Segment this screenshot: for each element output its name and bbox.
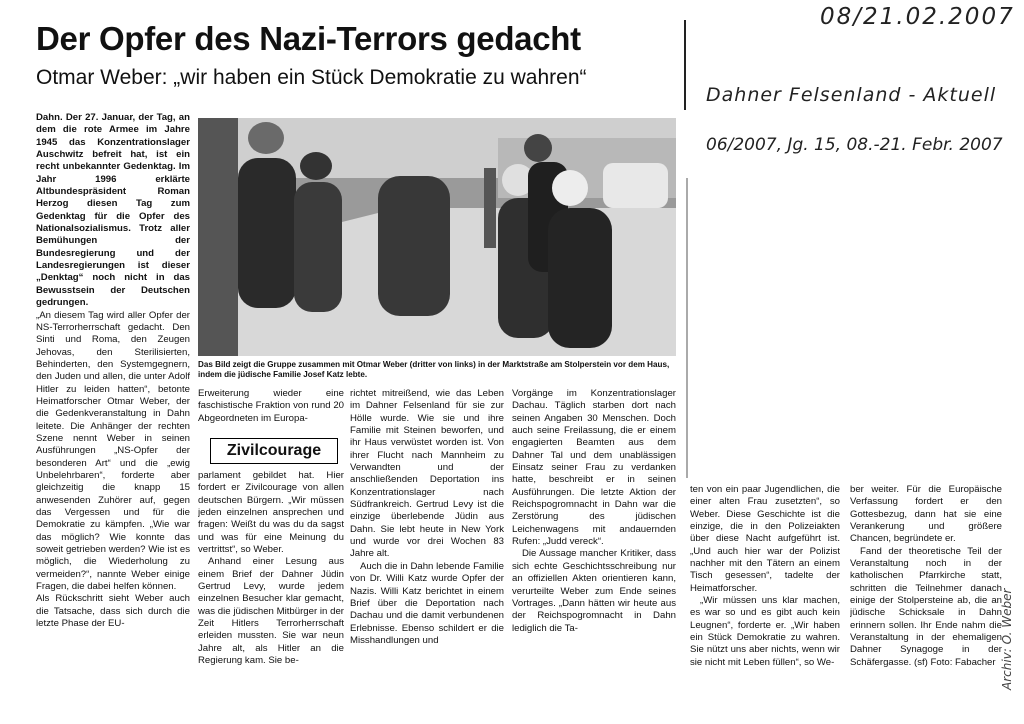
body-paragraph: Als Rückschritt sieht Weber auch die Tatsache, dass sich durch die letzte Phase der EU- [36,593,190,630]
body-paragraph: Die Aussage mancher Kritiker, dass sich echte Geschichtsschreibung nur an offiziellen Akten orientieren kann, verurteilte Weber zum Ende seines Vortrages. „Dann hätten wir heute aus der Reichspogromnacht in Dahn lediglich die Ta- [512,548,676,634]
body-paragraph: parlament gebildet hat. Hier fordert er Zivilcourage von allen deutschen Bürgern. „Wir müssen jeden einzelnen ansprechen und fragen: Weißt du was du da sagst und was für eine Meinung du vertrittst“, so Weber. [198,470,344,556]
body-paragraph: Erweiterung wieder eine faschistische Fraktion von rund 20 Abgeordneten im Europa- [198,388,344,424]
article-column-2-continued [198,470,344,702]
article-column-1 [36,112,190,702]
body-paragraph: Auch die in Dahn lebende Familie von Dr. Willi Katz wurde Opfer der Nazis. Willi Katz berichtet in einem Brief über die Deportation nach Dachau und die damit verbundenen Erlebnisse. Ebenso schildert er die Misshandlungen und [350,560,504,646]
photo-caption: Das Bild zeigt die Gruppe zusammen mit Otmar Weber (dritter von links) in der Marktstraße am Stolperstein vor dem Haus, indem die jüdische Familie Josef Katz lebte. [198,360,670,379]
subheadline: Otmar Weber: „wir haben ein Stück Demokratie zu wahren“ [36,66,587,89]
handwritten-archive-note: Archiv: O. Weber [1000,588,1014,690]
body-paragraph: „Wir müssen uns klar machen, es war so und es gibt auch kein Leugnen“, forderte er. „Wir haben ein Stück Demokratie zu wahren. Sie nützt uns aber nichts, wenn wir sie nicht mit Leben füllen“, so We- [690,595,840,668]
handwritten-source: Dahner Felsenland - Aktuell [706,84,997,106]
headline: Der Opfer des Nazi-Terrors gedacht [36,20,581,57]
column-rule [684,20,686,110]
body-paragraph: ten von ein paar Jugendlichen, die einer alten Frau zusetzten“, so Weber. Diese Geschichte ist die einzige, die in den Polizeiakten über diese Nacht aufgeführt ist. „Und auch hier war der Polizist nachher mit den Tätern an einem Tisch gesessen“, tadelte der Heimatforscher. [690,484,840,594]
body-paragraph: ber weiter. Für die Europäische Verfassung fordert er den Gottesbezug, dann hat sie eine Verankerung und größere Chancen, begründete er. [850,484,1002,545]
column-rule [686,178,688,478]
body-paragraph: Vorgänge im Konzentrationslager Dachau. Täglich starben dort nach seinen Angaben 30 Menschen. Doch auch seine Freilassung, die er einem engagierten Beamten aus dem Dahner Tal und dem unablässigen Einsatz seiner Frau zu verdanken hatte, beschreibt er in seinen Ausführungen. Die letzte Aktion der Reichspogromnacht in Dahn war die Zerstörung des jüdischen Leichenwagens mit andauernden Rufen: „Judd vereck“. [512,388,676,548]
article-column-4 [512,388,676,702]
article-column-3 [350,388,504,702]
article-column-2 [198,388,344,436]
article-column-5 [690,484,840,702]
handwritten-date: 08/21.02.2007 [820,4,1015,30]
lead-paragraph: Dahn. Der 27. Januar, der Tag, an dem die rote Armee im Jahre 1945 das Konzentrationslager Auschwitz befreit hat, ist ein recht unbekannter Gedenktag. Im Jahr 1996 erklärte Altbundespräsident Roman Herzog diesen Tag zum Gedenktag für die Opfer des Nationalsozialismus. Trotz aller Bemühungen der Bundesregierung und der Landesregierungen ist dieser „Denktag“ noch nicht in das Bewusstsein der Deutschen gedrungen. [36,112,190,309]
article-column-6 [850,484,1002,696]
body-paragraph: Fand der theoretische Teil der Veranstaltung noch in der katholischen Pfarrkirche statt, schritten die Teilnehmer danach einige der Stolpersteine ab, die an jüdische Schicksale in Dahn erinnern sollen. Ihr Ende nahm die Veranstaltung in der ehemaligen Dahner Synagoge in der Schäfergasse. (sf) Foto: Fabacher [850,545,1002,668]
body-paragraph: Anhand einer Lesung aus einem Brief der Dahner Jüdin Gertrud Levy, wurde jedem einzelnen Besucher klar gemacht, was die jüdischen Mitbürger in der Zeit Hitlers Terrorherrschaft erleiden mussten. Sie war neun Jahre alt, als Hitler an die Regierung kam. Sie be- [198,556,344,667]
article-photo [198,118,676,356]
section-subtitle: Zivilcourage [210,438,338,464]
body-paragraph: richtet mitreißend, wie das Leben im Dahner Felsenland für sie zur Hölle wurde. Wie sie und ihre Familie mit Steinen beworfen, und ihr Haus verwüstet worden ist. Von ihrer Flucht nach Mannheim zu Verwandten und der anschließenden Deportation ins Konzentrationslager nach Südfrankreich. Gertrud Levy ist die einzige überlebende Jüdin aus Dahn. Sie lebt heute in New York und wurde vor drei Wochen 83 Jahre alt. [350,388,504,560]
body-paragraph: „An diesem Tag wird aller Opfer der NS-Terrorherrschaft gedacht. Den Sinti und Roma, den Zeugen Jehovas, den Sterilisierten, Behinderten, den Systemgegnern, den Juden und allen, die unter Adolf Hitler zu leiden hatten“, betonte Heimatforscher Otmar Weber, der die Gedenkveranstaltung in Dahn leitete. Die Anhänger der rechten Szene nennt Weber in seinen Ausführungen „NS-Opfer der besonderen Art“ und die „ewig Unbelehrbaren“, forderte aber gleichzeitig die knapp 15 anwesenden Zuhörer auf, gegen das Vergessen und für die Demokratie zu kämpfen. „Wie war das möglich? Wie konnte das soweit getrieben werden? Wie ist es möglich, die Wiederholung zu vermeiden?“, nannte Weber einige Fragen, die dabei helfen können. [36,309,190,593]
handwritten-issue: 06/2007, Jg. 15, 08.-21. Febr. 2007 [706,135,1003,155]
